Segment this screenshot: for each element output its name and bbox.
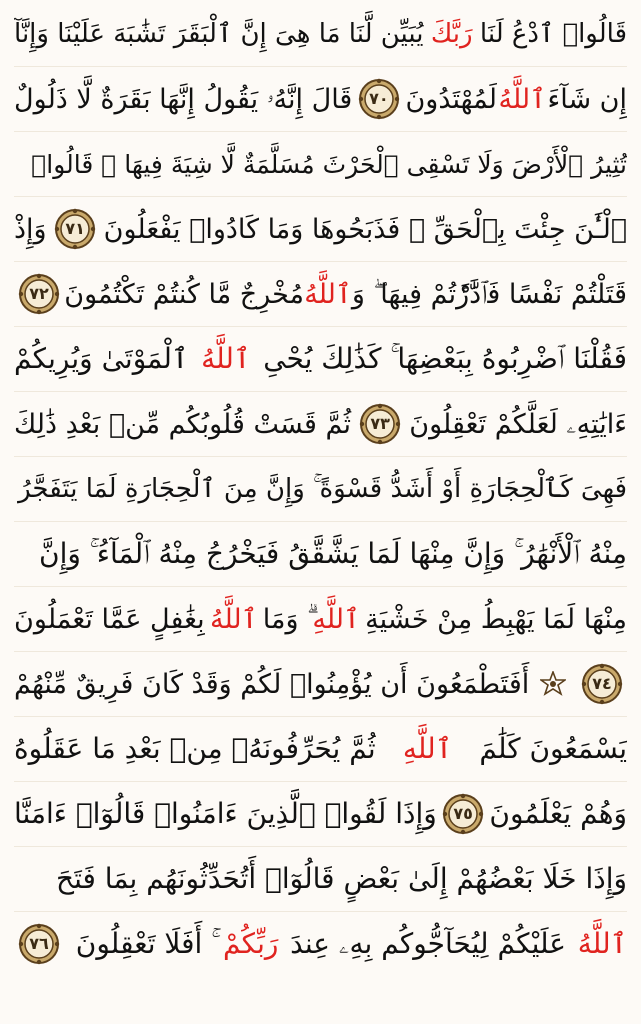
sajda-ornament-icon <box>540 671 566 697</box>
verse-line <box>14 67 627 132</box>
verse-text: فَهِىَ كَٱلْحِجَارَةِ أَوْ أَشَدُّ قَسْوَةً ۚ وَإِنَّ مِنَ ٱلْحِجَارَةِ لَمَا يَتَفَجَّرُ <box>18 474 627 504</box>
verse-text: ثُمَّ قَسَتْ قُلُوبُكُم مِّنۢ بَعْدِ ذَٰلِكَ <box>14 408 352 440</box>
verse-text: وَهُمْ يَعْلَمُونَ <box>489 797 627 830</box>
verse-line <box>14 457 627 522</box>
verse-text: تُثِيرُ ٱلْأَرْضَ وَلَا تَسْقِى ٱلْحَرْثَ مُسَلَّمَةٌ لَّا شِيَةَ فِيهَا ۚ قَالُوا۟ <box>31 149 627 179</box>
verse-line <box>14 522 627 587</box>
verse-text: ۚ أَفَلَا تَعْقِلُونَ <box>75 927 212 960</box>
divine-name-text: ٱللَّهُ <box>209 603 258 635</box>
ayah-number-marker <box>581 663 623 705</box>
verse-line <box>14 262 627 327</box>
verse-line <box>14 652 627 717</box>
verse-line <box>14 912 627 976</box>
ayah-number: ٧٣ <box>370 414 390 433</box>
ayah-number-marker <box>54 208 96 250</box>
verse-text: إِن شَآءَ <box>547 83 627 115</box>
ayah-number-marker <box>358 78 400 120</box>
verse-line <box>14 847 627 912</box>
verse-text: ٱلْـَٰٔنَ جِئْتَ بِٱلْحَقِّ ۚ فَذَبَحُوهَا وَمَا كَادُوا۟ يَفْعَلُونَ <box>103 213 627 245</box>
ayah-number: ٧٦ <box>29 934 49 953</box>
verse-line <box>14 717 627 782</box>
verse-text: يَسْمَعُونَ كَلَٰمَ <box>479 732 627 765</box>
verse-text: قَالُوا۟ ٱدْعُ لَنَا <box>479 19 627 49</box>
verse-text: لَمُهْتَدُونَ <box>405 83 497 115</box>
ayah-number-marker <box>359 403 401 445</box>
verse-line <box>14 132 627 197</box>
divine-name-text: ٱللَّهُ <box>304 278 352 310</box>
verse-text: عَلَيْكُمْ لِيُحَآجُّوكُم بِهِۦ عِندَ <box>290 927 567 960</box>
verse-text: وَإِذَا لَقُوا۟ ٱلَّذِينَ ءَامَنُوا۟ قَالُوٓا۟ ءَامَنَّا <box>14 797 437 830</box>
ayah-number-marker <box>442 793 484 835</box>
divine-name-text: ٱللَّهِ <box>312 603 360 635</box>
verse-text: يُبَيِّن لَّنَا مَا هِىَ إِنَّ ٱلْبَقَرَ تَشَٰبَهَ عَلَيْنَا وَإِنَّآ <box>14 19 424 49</box>
divine-name-text: رَبِّكُمْ <box>222 927 279 960</box>
verse-text: مِنْهَا لَمَا يَهْبِطُ مِنْ خَشْيَةِ <box>365 603 627 635</box>
verse-text: ۗ وَمَا <box>262 603 308 635</box>
sajda-marker <box>540 671 566 697</box>
verse-line <box>14 327 627 392</box>
ayah-number: ٧٢ <box>29 284 49 303</box>
ayah-number: ٧٥ <box>453 804 473 823</box>
ayah-number: ٧١ <box>65 219 85 238</box>
verse-line <box>14 587 627 652</box>
verse-text: مُخْرِجٌ مَّا كُنتُمْ تَكْتُمُونَ <box>64 278 304 310</box>
verse-text: مِنْهُ ٱلْأَنْهَٰرُ ۚ وَإِنَّ مِنْهَا لَمَا يَشَّقَّقُ فَيَخْرُجُ مِنْهُ ٱلْمَآءُ ۚ وَإِنَّ <box>39 537 627 570</box>
verse-text: ثُمَّ يُحَرِّفُونَهُۥ مِنۢ بَعْدِ مَا عَقَلُوهُ <box>14 732 376 765</box>
ayah-number-marker <box>18 923 60 965</box>
divine-name-text: ٱللَّهُ <box>201 342 251 375</box>
divine-name-text: رَبَّكَ <box>430 19 473 49</box>
divine-name-text: ٱللَّهُ <box>577 927 627 960</box>
divine-name-text: ٱللَّهُ <box>498 83 546 115</box>
verse-text: ٱلْمَوْتَىٰ وَيُرِيكُمْ <box>14 342 189 375</box>
verse-text: بِغَٰفِلٍ عَمَّا تَعْمَلُونَ <box>14 603 205 635</box>
verse-line <box>14 2 627 67</box>
verse-text: فَقُلْنَا ٱضْرِبُوهُ بِبَعْضِهَا ۚ كَذَٰلِكَ يُحْىِ <box>263 342 627 375</box>
verse-text: قَالَ إِنَّهُۥ يَقُولُ إِنَّهَا بَقَرَةٌ لَّا ذَلُولٌ <box>14 83 353 115</box>
ayah-number: ٧٠ <box>369 89 389 108</box>
verse-text: ءَايَٰتِهِۦ لَعَلَّكُمْ تَعْقِلُونَ <box>409 408 627 440</box>
verse-line <box>14 392 627 457</box>
verse-text: وَإِذَا خَلَا بَعْضُهُمْ إِلَىٰ بَعْضٍ قَالُوٓا۟ أَتُحَدِّثُونَهُم بِمَا فَتَحَ <box>56 862 627 895</box>
verse-text: أَفَتَطْمَعُونَ أَن يُؤْمِنُوا۟ لَكُمْ وَقَدْ كَانَ فَرِيقٌ مِّنْهُمْ <box>14 668 530 700</box>
verse-line <box>14 197 627 262</box>
verse-line <box>14 782 627 847</box>
divine-name-text: ٱللَّهِ <box>402 732 453 765</box>
ayah-number: ٧٤ <box>592 674 612 693</box>
verse-text: وَإِذْ <box>14 213 47 245</box>
ayah-number-marker <box>18 273 60 315</box>
verse-text: قَتَلْتُمْ نَفْسًا فَٱدَّٰرَْٔتُمْ فِيهَا ۖ وَ <box>351 278 627 310</box>
